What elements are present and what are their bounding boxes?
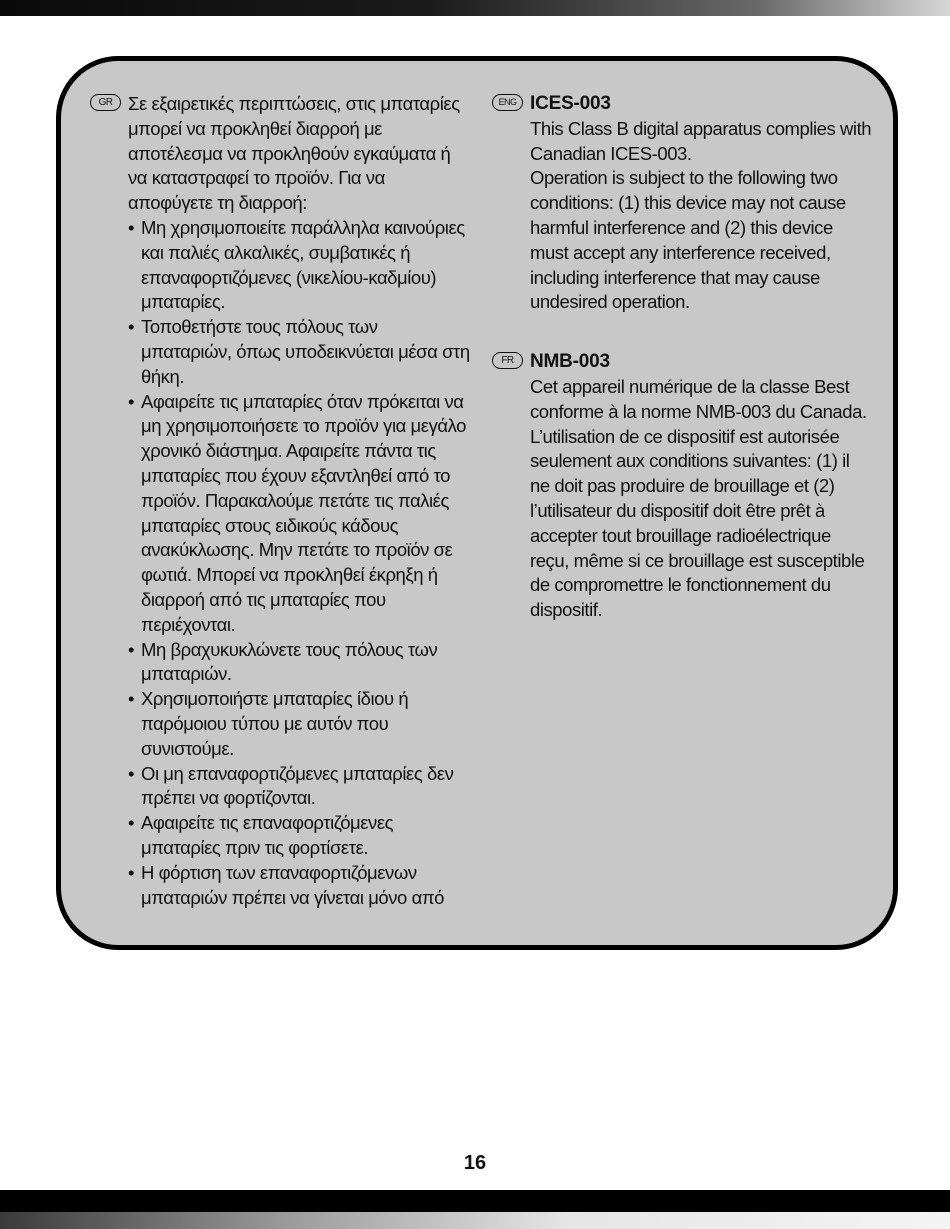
- english-language-badge: ENG: [492, 94, 523, 111]
- regulatory-column: [492, 92, 872, 623]
- nmb-paragraph-1: Cet appareil numérique de la classe Best conforme à la norme NMB-003 du Canada.: [530, 375, 867, 422]
- french-language-badge: FR: [492, 352, 523, 369]
- ices-paragraph-2: Operation is subject to the following two conditions: (1) this device may not cause harmful interference and (2) this device must accept any interference received, including interference that may cause undesired operation.: [530, 167, 846, 313]
- list-item: • Αφαιρείτε τις επαναφορτιζόμενες μπαταρίες πριν τις φορτίσετε.: [128, 811, 470, 861]
- list-item: • Η φόρτιση των επαναφορτιζόμενων μπαταριών πρέπει να γίνεται μόνο από: [128, 861, 470, 911]
- nmb-paragraph-2: L’utilisation de ce dispositif est autorisée seulement aux conditions suivantes: (1) il ne doit pas produire de brouillage et (2) l’utilisateur du dispositif doit être prêt à accepter tout brouillage radioélectrique reçu, même si ce brouillage est susceptible de compromettre le fonctionnement du dispositif.: [530, 425, 865, 621]
- list-item: • Μη βραχυκυκλώνετε τους πόλους των μπαταριών.: [128, 638, 470, 688]
- nmb-heading: NMB-003: [530, 351, 610, 373]
- list-item: • Τοποθετήστε τους πόλους των μπαταριών, όπως υποδεικνύεται μέσα στη θήκη.: [128, 315, 470, 389]
- greek-intro-text: Σε εξαιρετικές περιπτώσεις, στις μπαταρίες μπορεί να προκληθεί διαρροή με αποτέλεσμα να προκληθούν εγκαύματα ή να καταστραφεί το προϊόν. Για να αποφύγετε τη διαρροή:: [128, 93, 460, 214]
- bottom-footer-strip: [0, 1212, 950, 1229]
- page-number: 16: [463, 1152, 487, 1174]
- french-section: [492, 350, 872, 623]
- greek-column: [90, 92, 470, 910]
- greek-bullet-list: [128, 216, 470, 910]
- list-item: • Χρησιμοποιήστε μπαταρίες ίδιου ή παρόμοιου τύπου με αυτόν που συνιστούμε.: [128, 687, 470, 761]
- ices-paragraph-1: This Class B digital apparatus complies with Canadian ICES-003.: [530, 117, 872, 164]
- list-item: • Οι μη επαναφορτιζόμενες μπαταρίες δεν πρέπει να φορτίζονται.: [128, 762, 470, 812]
- list-item: • Μη χρησιμοποιείτε παράλληλα καινούριες και παλιές αλκαλικές, συμβατικές ή επαναφορτιζόμενες (νικελίου-καδμίου) μπαταρίες.: [128, 216, 470, 315]
- greek-language-badge: GR: [90, 94, 121, 111]
- greek-section: [90, 92, 470, 910]
- english-section: [492, 92, 872, 315]
- top-header-bar: [0, 0, 950, 16]
- bottom-footer-bar: [0, 1190, 950, 1212]
- list-item: • Αφαιρείτε τις μπαταρίες όταν πρόκειται να μη χρησιμοποιήσετε το προϊόν για μεγάλο χρονικό διάστημα. Αφαιρείτε πάντα τις μπαταρίες που έχουν εξαντληθεί από το προϊόν. Παρακαλούμε πετάτε τις παλιές μπαταρίες στους ειδικούς κάδους ανακύκλωσης. Μην πετάτε το προϊόν σε φωτιά. Μπορεί να προκληθεί έκρηξη ή διαρροή από τις μπαταρίες που περιέχονται.: [128, 390, 470, 638]
- ices-heading: ICES-003: [530, 93, 611, 114]
